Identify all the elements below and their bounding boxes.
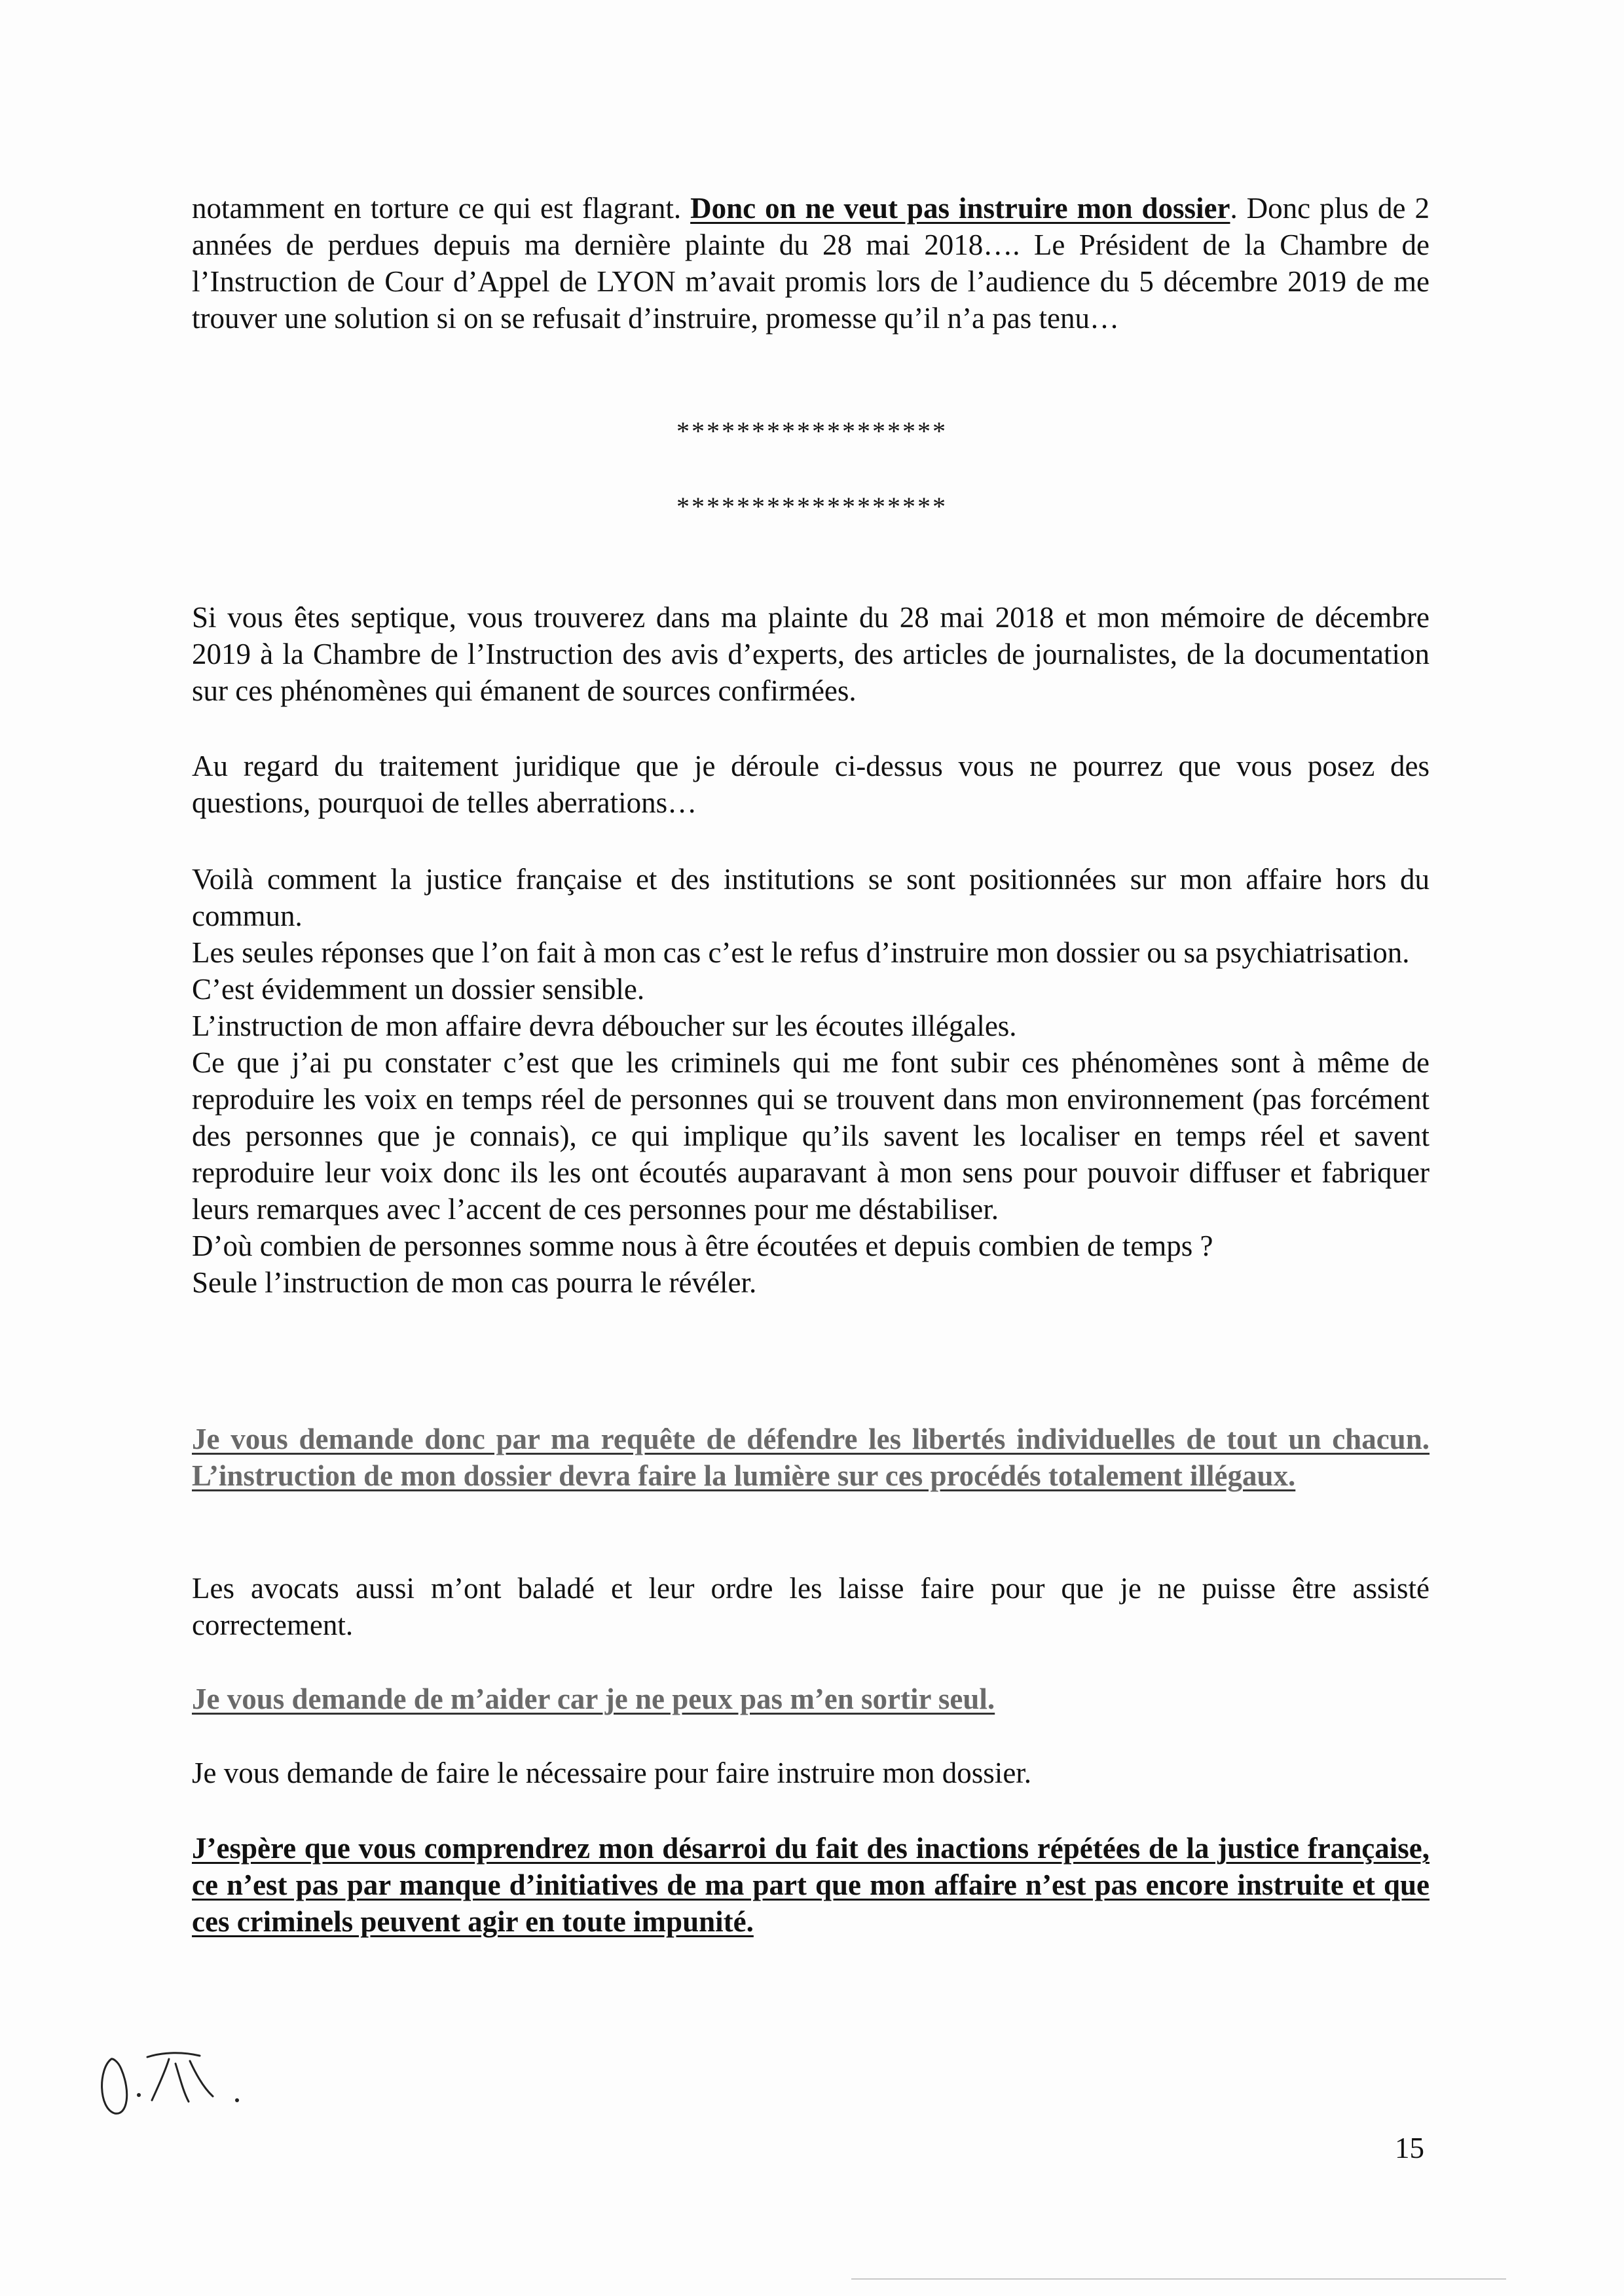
- request-liberties: [192, 1421, 1430, 1494]
- paragraph-line: Voilà comment la justice française et des institutions se sont positionnées sur mon affaire hors du commun.: [192, 863, 1430, 932]
- paragraph-part: notamment en torture ce qui est flagrant.: [192, 192, 691, 225]
- handwritten-signature: [92, 2030, 275, 2128]
- closing-statement: [192, 1830, 1430, 1940]
- paragraph-line: Seule l’instruction de mon cas pourra le révéler.: [192, 1266, 757, 1299]
- page-number: 15: [1395, 2132, 1424, 2164]
- paragraph-line: Les seules réponses que l’on fait à mon cas c’est le refus d’instruire mon dossier ou sa psychiatrisation.: [192, 936, 1410, 969]
- paragraph-voila: [192, 861, 1430, 1301]
- request-text: Je vous demande donc par ma requête de défendre les libertés individuelles de tout un chacun. L’instruction de mon dossier devra faire la lumière sur ces procédés totalement illégaux.: [192, 1423, 1430, 1492]
- paragraph-intro: [192, 190, 1430, 337]
- paragraph-line: Ce que j’ai pu constater c’est que les criminels qui me font subir ces phénomènes sont à même de reproduire les voix en temps réel de personnes qui se trouvent dans mon environnement (pas forcément des personnes que je connais), ce qui implique qu’ils savent les localiser en temps réel et savent reproduire leur voix donc ils les ont écoutés auparavant à mon sens pour pouvoir diffuser et fabriquer leurs remarques avec l’accent de ces personnes pour me déstabiliser.: [192, 1046, 1430, 1226]
- paragraph-sceptic: [192, 599, 1430, 709]
- paragraph-part: . Donc plus de 2 années de perdues depuis ma dernière plainte du 28 mai 2018…. Le Président de la Chambre de l’Instruction de Cour d’Appel de LYON m’avait promis lors de l’audience du 5 décembre 2019 de me trouver une solution si on se refusait d’instruire, promesse qu’il n’a pas tenu…: [192, 192, 1430, 335]
- paragraph-line: D’où combien de personnes somme nous à être écoutées et depuis combien de temps ?: [192, 1230, 1213, 1262]
- paragraph-text: Je vous demande de faire le nécessaire pour faire instruire mon dossier.: [192, 1757, 1032, 1789]
- paragraph-regard: [192, 748, 1430, 821]
- paragraph-avocats: [192, 1570, 1430, 1643]
- paragraph-text: Si vous êtes septique, vous trouverez dans ma plainte du 28 mai 2018 et mon mémoire de décembre 2019 à la Chambre de l’Instruction des avis d’experts, des articles de journalistes, de la documentation sur ces phénomènes qui émanent de sources confirmées.: [192, 601, 1430, 707]
- closing-text: J’espère que vous comprendrez mon désarroi du fait des inactions répétées de la justice française, ce n’est pas par manque d’initiatives de ma part que mon affaire n’est pas encore instruite et que ces criminels peuvent agir en toute impunité.: [192, 1832, 1430, 1938]
- emphasized-statement: Donc on ne veut pas instruire mon dossier: [690, 192, 1230, 225]
- paragraph-line: L’instruction de mon affaire devra déboucher sur les écoutes illégales.: [192, 1010, 1017, 1042]
- separator-stars: ******************: [676, 492, 948, 521]
- paragraph-text: [192, 190, 1430, 337]
- paragraph-necessaire: [192, 1755, 1430, 1791]
- separator-stars: ******************: [676, 416, 948, 446]
- request-text: Je vous demande de m’aider car je ne peux pas m’en sortir seul.: [192, 1683, 995, 1715]
- paragraph-line: C’est évidemment un dossier sensible.: [192, 973, 645, 1006]
- scan-edge-line: [851, 2278, 1506, 2280]
- request-help: [192, 1681, 1430, 1717]
- paragraph-text: Les avocats aussi m’ont baladé et leur ordre les laisse faire pour que je ne puisse être assisté correctement.: [192, 1572, 1430, 1641]
- paragraph-text: Au regard du traitement juridique que je déroule ci-dessus vous ne pourrez que vous posez des questions, pourquoi de telles aberrations…: [192, 750, 1430, 819]
